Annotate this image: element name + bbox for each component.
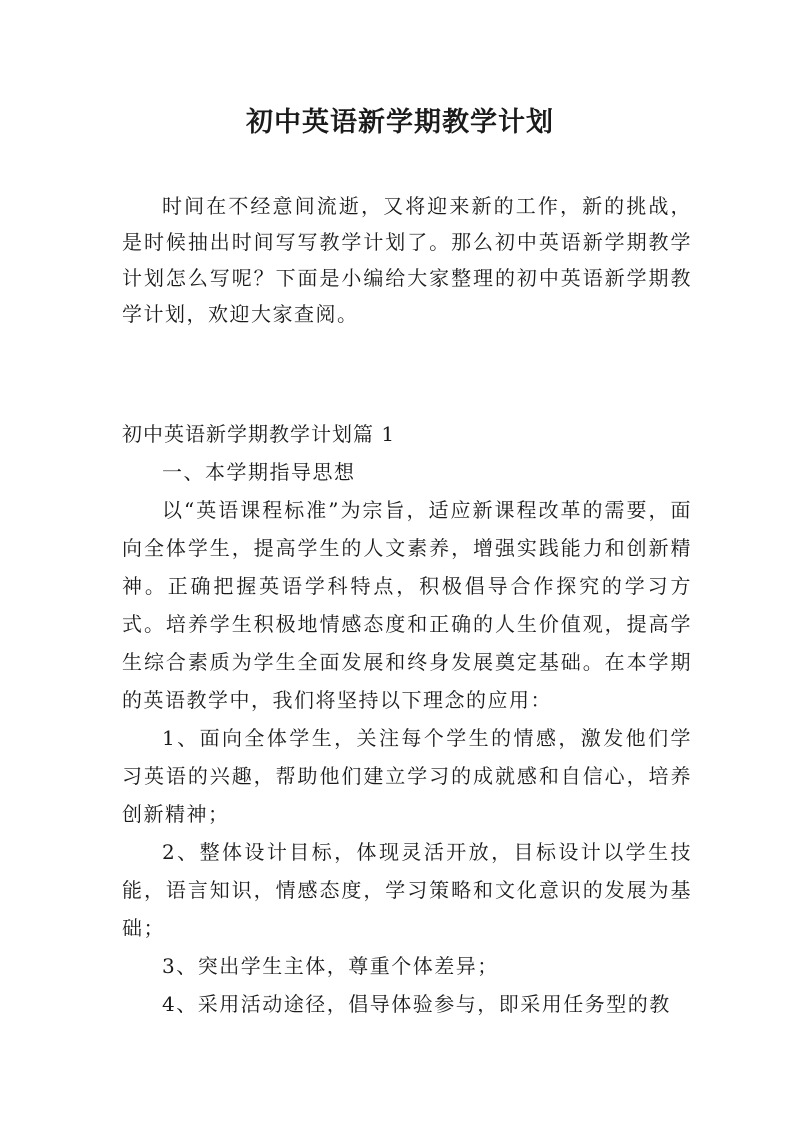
content-paragraph: 1、面向全体学生，关注每个学生的情感，激发他们学习英语的兴趣，帮助他们建立学习的成就感和自信心，培养创新精神； [122, 726, 692, 826]
intro-section [122, 188, 692, 332]
document-title: 初中英语新学期教学计划 [246, 107, 554, 138]
content-section [122, 453, 692, 1023]
section-heading: 初中英语新学期教学计划篇 1 [122, 422, 396, 446]
content-paragraph: 3、突出学生主体，尊重个体差异； [162, 954, 499, 978]
intro-paragraph: 时间在不经意间流逝，又将迎来新的工作，新的挑战，是时候抽出时间写写教学计划了。那么初中英语新学期教学计划怎么写呢？下面是小编给大家整理的初中英语新学期教学计划，欢迎大家查阅。 [122, 194, 692, 326]
guiding-ideology-heading: 一、本学期指导思想 [162, 460, 356, 484]
content-paragraph: 2、整体设计目标，体现灵活开放，目标设计以学生技能，语言知识，情感态度，学习策略和文化意识的发展为基础； [122, 840, 692, 940]
content-paragraph: 以“英语课程标准”为宗旨，适应新课程改革的需要，面向全体学生，提高学生的人文素养，增强实践能力和创新精神。正确把握英语学科特点，积极倡导合作探究的学习方式。培养学生积极地情感态度和正确的人生价值观，提高学生综合素质为学生全面发展和终身发展奠定基础。在本学期的英语教学中，我们将坚持以下理念的应用： [122, 498, 692, 712]
content-paragraph: 4、采用活动途径，倡导体验参与，即采用任务型的教 [162, 992, 671, 1016]
